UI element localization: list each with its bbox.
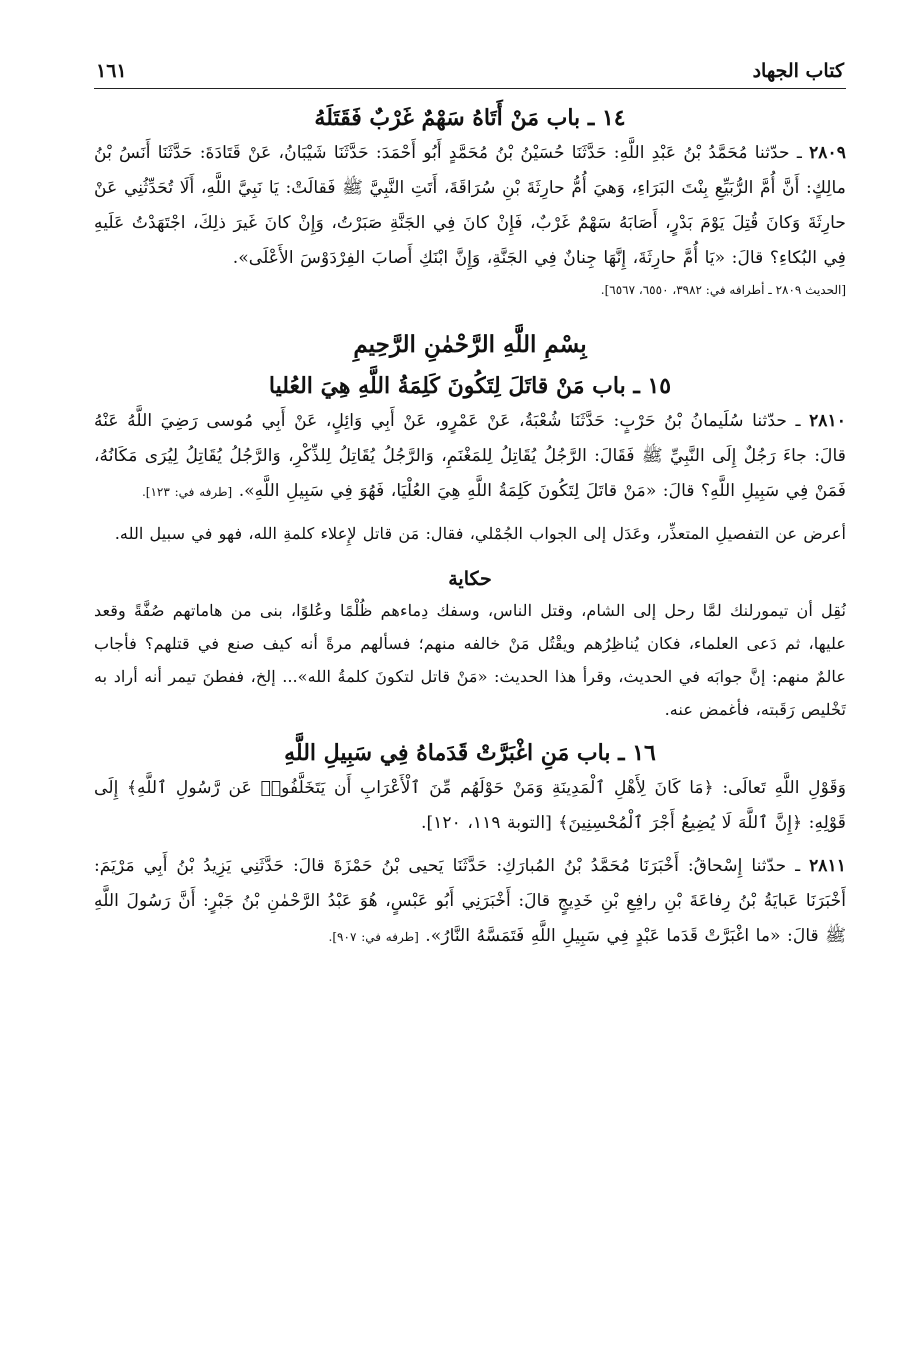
hadith-2811-note: [طرفه في: ٩٠٧]. [328,930,419,945]
hadith-number: ٢٨١٠ [809,410,847,431]
running-header [94,52,846,89]
chapter-15-heading: ١٥ ـ باب مَنْ قاتَلَ لِتَكُونَ كَلِمَةُ اللَّهِ هِيَ العُليا [268,372,672,399]
hadith-2809-note: [الحديث ٢٨٠٩ ـ أطرافه في: ٣٩٨٢، ٦٥٥٠، ٦٥٦٧]. [600,283,846,298]
commentary: أعرض عن التفصيلِ المتعذِّر، وعَدَل إلى الجواب الجُمْلي، فقال: مَن قاتل لإِعلاء كلمةِ الله، فهو في سبيل الله. [114,523,846,543]
hadith-2810 [94,404,846,509]
book-title: كتاب الجهاد [752,60,844,82]
hadith-2811 [94,849,846,954]
basmala: بِسْمِ اللَّهِ الرَّحْمٰنِ الرَّحِيمِ [353,331,587,359]
page-number: ١٦١ [96,60,127,82]
story-text: نُقِل أن تيمورلنك لمَّا رحل إلى الشام، وقتل الناس، وسفك دِماءهم ظُلْمًا وعُلوًا، بنى من هاماتهم صُفَّةً وقعد عليها، ثم دَعى العلماء، فكان يُناظِرُهم ويقْتُل مَنْ خالفه منهم؛ فسألهم مرةً أنه كيف صنع في قتلهم؟ فأجاب عالمٌ منهم: إنَّ جوابَه في الحديث، وقرأ هذا الحديث: «مَنْ قاتل لتكونَ كلمةُ الله»... إلخ، ففطنَ تيمر أنه أراد به تَخْليص رَقَبته، فأغمض عنه. [94,600,846,719]
hadith-text: ـ حدّثنا مُحَمَّدُ بْنُ عَبْدِ اللَّهِ: حَدَّثَنَا حُسَيْنُ بْنُ مُحَمَّدٍ أَبُو أَحْمَدَ: حَدَّثَنَا شَيْبَانُ، عَنْ قَتَادَةَ: حَدَّثَنَا أَنَسُ بْنُ مالِكٍ: أَنَّ أُمَّ الرُّبَيِّعِ بِنْتَ البَرَاءِ، وَهيَ أُمُّ حارِثَةَ بْنِ سُرَاقَةَ، أَتَتِ النَّبِيَّ ﷺ فَقالَتْ: يَا نَبِيَّ اللَّهِ، أَلَا تُحَدِّثُنِي عَنْ حارِثَةَ وَكانَ قُتِلَ يَوْمَ بَدْرٍ، أَصَابَهُ سَهْمٌ غَرْبٌ، فَإِنْ كانَ فِي الجَنَّةِ صَبَرْتُ، وَإِنْ كانَ غَيرَ ذلِكَ، اجْتَهَدْتُ عَلَيهِ فِي البُكاءِ؟ قالَ: «يَا أُمَّ حارِثَةَ، إِنَّهَا جِنانٌ فِي الجَنَّةِ، وَإِنَّ ابْنَكِ أَصابَ الفِرْدَوْسَ الأَعْلَى». [94,143,846,269]
hadith-number: ٢٨٠٩ [809,143,846,164]
hadith-number: ٢٨١١ [809,856,846,877]
hadith-2809 [94,136,846,276]
hadith-text: ـ حدّثنا إِسْحاقُ: أَخْبَرَنَا مُحَمَّدُ بْنُ المُبارَكِ: حَدَّثَنَا يَحيى بْنُ حَمْزَةَ قالَ: حَدَّثَنِي يَزِيدُ بْنُ أَبِي مَرْيَمَ: أَخْبَرَنَا عَبايَةُ بْنُ رِفاعَةَ بْنِ رافِعِ بْنِ خَدِيجٍ قالَ: أَخْبَرَنِي أَبُو عَبْسٍ، هُوَ عَبْدُ الرَّحْمٰنِ بْنُ جَبْرٍ: أَنَّ رَسُولَ اللَّهِ ﷺ قالَ: «ما اغْبَرَّتْ قَدَما عَبْدٍ فِي سَبِيلِ اللَّهِ فَتَمَسَّهُ النَّارُ». [94,856,846,947]
chapter-16-verse: وَقَوْلِ اللَّهِ تَعالَى: ﴿مَا كَانَ لِأَهْلِ ٱلْمَدِينَةِ وَمَنْ حَوْلَهُم مِّنَ ٱلْأَعْرَابِ أَن يَتَخَلَّفُوا۟ عَن رَّسُولِ ٱللَّهِ﴾ إِلَى قَوْلِهِ: ﴿إِنَّ ٱللَّهَ لَا يُضِيعُ أَجْرَ ٱلْمُحْسِنِينَ﴾ [التوبة ١١٩، ١٢٠]. [94,778,846,834]
hadith-text: ـ حدّثنا سُلَيمانُ بْنُ حَرْبٍ: حَدَّثَنَا شُعْبَةُ، عَنْ عَمْرٍو، عَنْ أَبِي وَائِلٍ، عَنْ أَبِي مُوسى رَضِيَ اللَّهُ عَنْهُ قالَ: جاءَ رَجُلٌ إِلَى النَّبِيِّ ﷺ فَقَالَ: الرَّجُلُ يُقَاتِلُ لِلمَغْنَمِ، وَالرَّجُلُ يُقَاتِلُ لِلذِّكْرِ، وَالرَّجُلُ يُقَاتِلُ لِيُرَى مَكَانُهُ، فَمَنْ فِي سَبِيلِ اللَّهِ؟ قالَ: «مَنْ قاتَلَ لِتَكُونَ كَلِمَةُ اللَّهِ هِيَ العُلْيَا، فَهُوَ فِي سَبِيلِ اللَّهِ». [94,410,846,501]
chapter-14-heading: ١٤ ـ باب مَنْ أَتَاهُ سَهْمٌ غَرْبٌ فَقَتَلَهُ [314,105,626,131]
hadith-2810-note: [طرفه في: ١٢٣]. [141,484,233,499]
book-page [94,52,846,954]
story-title: حكاية [448,567,492,590]
chapter-16-heading: ١٦ ـ باب مَنِ اغْبَرَّتْ قَدَماهُ فِي سَبِيلِ اللَّهِ [284,739,656,766]
